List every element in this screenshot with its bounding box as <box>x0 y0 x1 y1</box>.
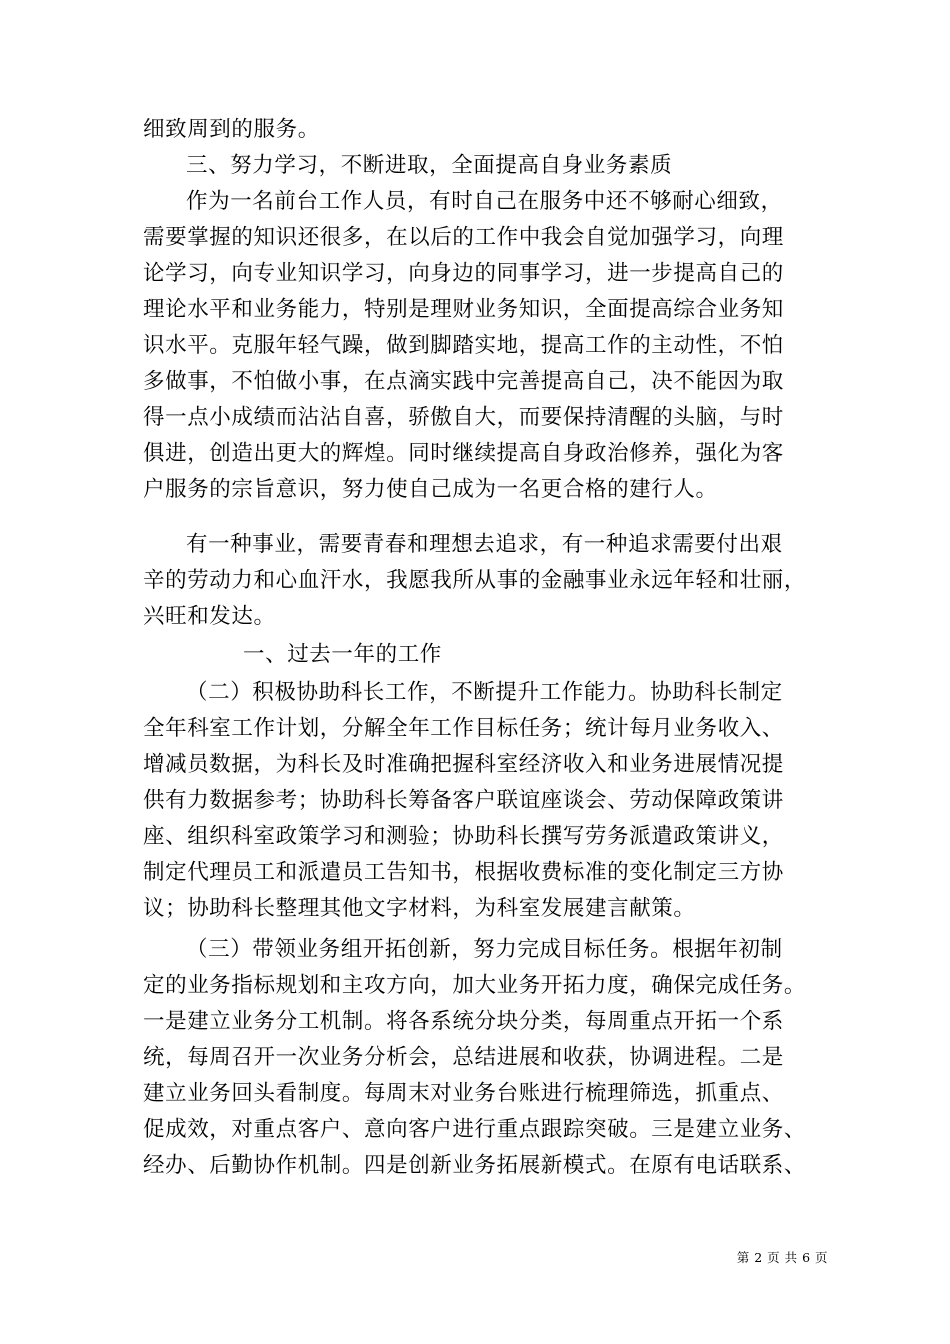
text-line: 作为一名前台工作人员，有时自己在服务中还不够耐心细致， <box>186 189 783 214</box>
text-line: 制定代理员工和派遣员工告知书，根据收费标准的变化制定三方协 <box>143 860 784 885</box>
page-number: 第 2 页 共 6 页 <box>736 1250 828 1265</box>
text-line: 全年科室工作计划，分解全年工作目标任务；统计每月业务收入、 <box>143 716 784 741</box>
text-line: 增减员数据，为科长及时准确把握科室经济收入和业务进展情况提 <box>143 752 784 777</box>
paragraph-assist-chief <box>143 675 823 927</box>
text-line: 经办、后勤协作机制。四是创新业务拓展新模式。在原有电话联系、 <box>143 1153 807 1178</box>
text-line: 户服务的宗旨意识，努力使自己成为一名更合格的建行人。 <box>143 477 718 502</box>
paragraph-business-group <box>143 932 823 1184</box>
heading-text: 一、过去一年的工作 <box>243 642 442 667</box>
section-heading-1 <box>143 637 823 673</box>
text-line: 议；协助科长整理其他文字材料，为科室发展建言献策。 <box>143 896 696 921</box>
text-line: 建立业务回头看制度。每周末对业务台账进行梳理筛选，抓重点、 <box>143 1081 784 1106</box>
text-line: 俱进，创造出更大的辉煌。同时继续提高自身政治修养，强化为客 <box>143 441 784 466</box>
text-line: 识水平。克服年轻气躁，做到脚踏实地，提高工作的主动性，不怕 <box>143 333 784 358</box>
text-line: 细致周到的服务。 <box>143 117 320 142</box>
paragraph-career <box>143 527 823 635</box>
text-line: 需要掌握的知识还很多，在以后的工作中我会自觉加强学习，向理 <box>143 225 784 250</box>
text-line: （二）积极协助科长工作，不断提升工作能力。协助科长制定 <box>186 680 783 705</box>
text-line: 多做事，不怕做小事，在点滴实践中完善提高自己，决不能因为取 <box>143 369 784 394</box>
text-line: 兴旺和发达。 <box>143 604 276 629</box>
text-line: 得一点小成绩而沾沾自喜，骄傲自大，而要保持清醒的头脑，与时 <box>143 405 784 430</box>
text-line: 供有力数据参考；协助科长筹备客户联谊座谈会、劳动保障政策讲 <box>143 788 784 813</box>
text-line: 座、组织科室政策学习和测验；协助科长撰写劳务派遣政策讲义， <box>143 824 784 849</box>
text-line: 促成效，对重点客户、意向客户进行重点跟踪突破。三是建立业务、 <box>143 1117 807 1142</box>
text-line: 辛的劳动力和心血汗水，我愿我所从事的金融事业永远年轻和壮丽， <box>143 568 807 593</box>
text-line: 有一种事业，需要青春和理想去追求，有一种追求需要付出艰 <box>186 532 783 557</box>
text-line: 理论水平和业务能力，特别是理财业务知识，全面提高综合业务知 <box>143 297 784 322</box>
paragraph-study <box>143 184 823 508</box>
text-line: 定的业务指标规划和主攻方向，加大业务开拓力度，确保完成任务。 <box>143 973 807 998</box>
text-line: （三）带领业务组开拓创新，努力完成目标任务。根据年初制 <box>186 937 783 962</box>
text-line: 论学习，向专业知识学习，向身边的同事学习，进一步提高自己的 <box>143 261 784 286</box>
heading-text: 三、努力学习，不断进取，全面提高自身业务素质 <box>186 153 673 178</box>
section-heading-3 <box>143 148 823 184</box>
text-line: 一是建立业务分工机制。将各系统分块分类，每周重点开拓一个系 <box>143 1009 784 1034</box>
text-line: 统，每周召开一次业务分析会，总结进展和收获，协调进程。二是 <box>143 1045 784 1070</box>
paragraph-continuation <box>143 112 823 148</box>
